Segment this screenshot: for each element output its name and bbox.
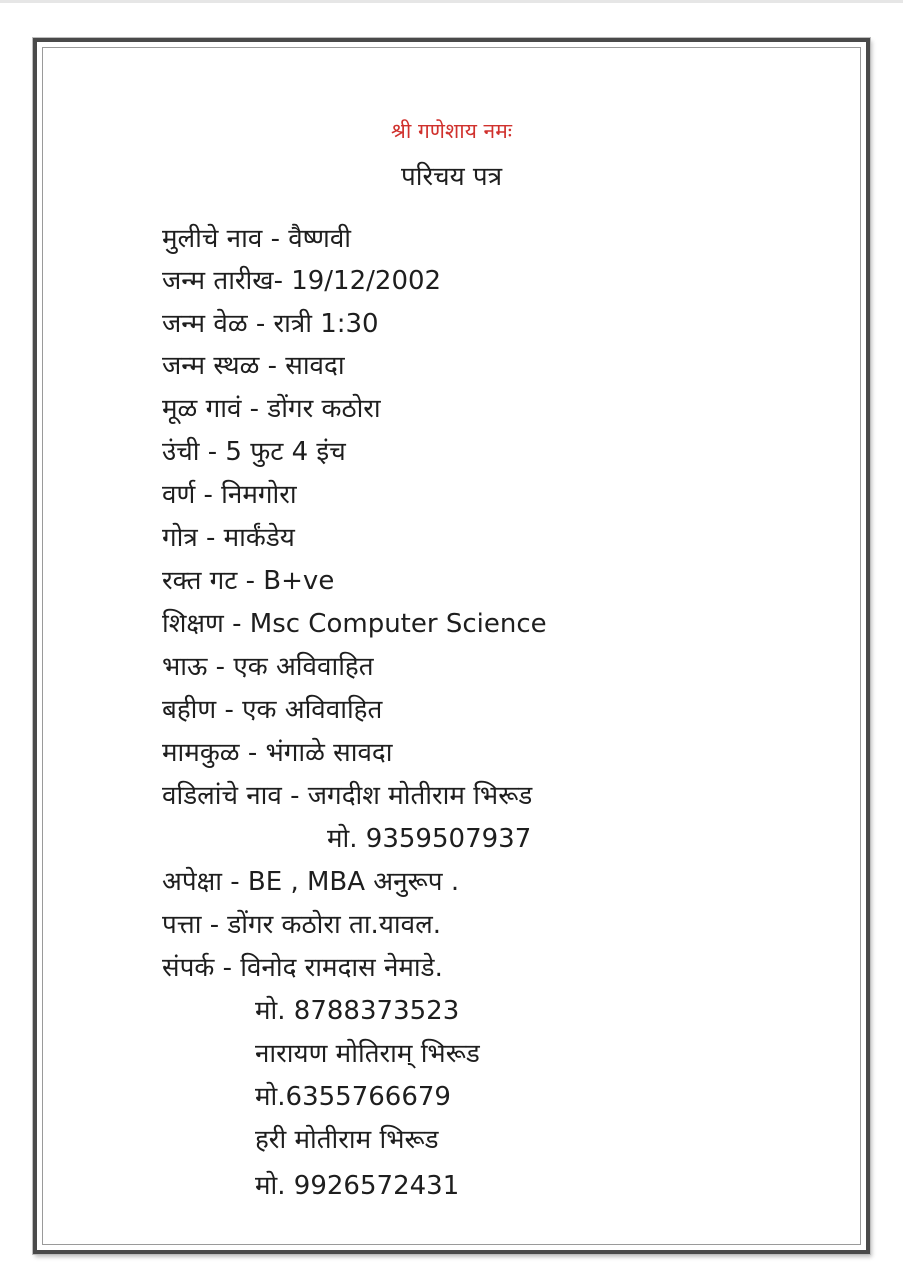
- detail-height: उंची - 5 फुट 4 इंच: [162, 437, 346, 467]
- detail-address: पत्ता - डोंगर कठोरा ता.यावल.: [162, 910, 441, 940]
- detail-sister: बहीण - एक अविवाहित: [162, 695, 383, 725]
- father-phone: मो. 9359507937: [327, 824, 532, 854]
- detail-complexion: वर्ण - निमगोरा: [162, 480, 297, 510]
- detail-girl-name: मुलीचे नाव - वैष्णवी: [162, 224, 352, 254]
- contact-label-line: संपर्क - विनोद रामदास नेमाडे.: [162, 953, 443, 983]
- detail-gotra: गोत्र - मार्कंडेय: [162, 523, 295, 553]
- contact-name-2: नारायण मोतिराम् भिरूड: [255, 1039, 480, 1069]
- contact-phone-3: मो. 9926572431: [255, 1171, 460, 1201]
- detail-blood-group: रक्त गट - B+ve: [162, 566, 335, 596]
- detail-education: शिक्षण - Msc Computer Science: [162, 609, 547, 639]
- contact-phone-1: मो. 8788373523: [255, 996, 460, 1026]
- document-title: परिचय पत्र: [400, 162, 503, 192]
- detail-native-village: मूळ गावं - डोंगर कठोरा: [162, 394, 381, 424]
- blessing-heading: श्री गणेशाय नमः: [390, 119, 513, 143]
- contact-phone-2: मो.6355766679: [255, 1082, 451, 1112]
- detail-birth-date: जन्म तारीख- 19/12/2002: [162, 266, 442, 296]
- top-edge-rule: [0, 0, 903, 3]
- detail-brother: भाऊ - एक अविवाहित: [162, 652, 374, 682]
- detail-birth-place: जन्म स्थळ - सावदा: [162, 351, 345, 381]
- detail-birth-time: जन्म वेळ - रात्री 1:30: [162, 309, 379, 339]
- detail-expectation: अपेक्षा - BE , MBA अनुरूप .: [162, 867, 460, 897]
- detail-father-name: वडिलांचे नाव - जगदीश मोतीराम भिरूड: [162, 781, 533, 811]
- detail-maternal-family: मामकुळ - भंगाळे सावदा: [162, 738, 393, 768]
- contact-name-3: हरी मोतीराम भिरूड: [255, 1125, 439, 1155]
